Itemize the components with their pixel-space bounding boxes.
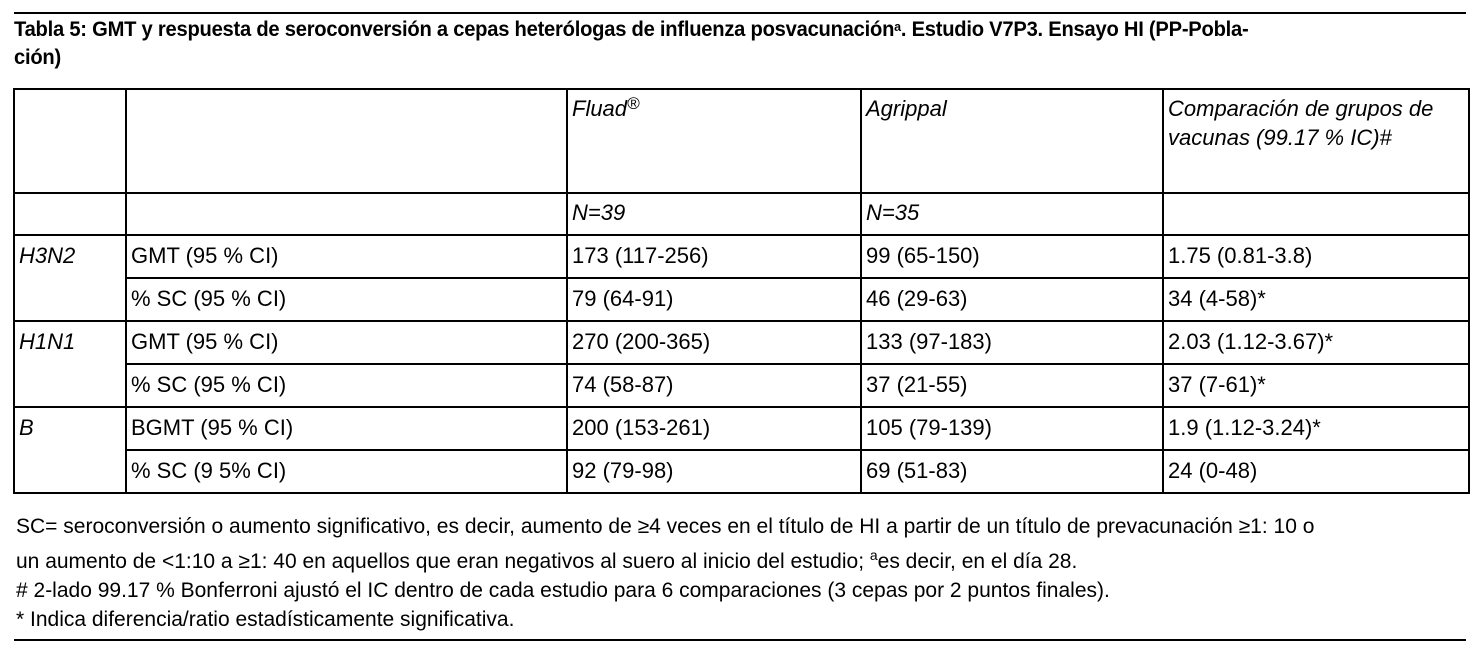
measure-cell: % SC (9 5% CI) bbox=[126, 450, 567, 493]
title-text-rest: . Estudio V7P3. Ensayo HI (PP-Pobla- bbox=[900, 18, 1249, 41]
agrippal-cell: 99 (65-150) bbox=[861, 235, 1163, 278]
strain-cell: H3N2 bbox=[14, 235, 126, 278]
measure-cell: % SC (95 % CI) bbox=[126, 364, 567, 407]
comparison-cell: 37 (7-61)* bbox=[1163, 364, 1469, 407]
agrippal-cell: 69 (51-83) bbox=[861, 450, 1163, 493]
fluad-cell: 79 (64-91) bbox=[567, 278, 861, 321]
strain-cell-continued bbox=[14, 450, 126, 493]
footnote-line: SC= seroconversión o aumento significativo, es decir, aumento de ≥4 veces en el título de HI a partir de un título de prevacunación ≥1: 10 o bbox=[16, 515, 1315, 538]
fluad-cell: 74 (58-87) bbox=[567, 364, 861, 407]
title-text: Tabla 5: GMT y respuesta de seroconversión a cepas heterólogas de influenza posvacunación bbox=[14, 18, 895, 41]
header-row bbox=[14, 89, 1469, 193]
strain-cell: B bbox=[14, 407, 126, 450]
n-row bbox=[14, 193, 1469, 235]
footnote-line: * Indica diferencia/ratio estadísticamente significativa. bbox=[16, 608, 515, 631]
footnotes bbox=[16, 512, 1466, 634]
header-fluad: Fluad® bbox=[567, 89, 861, 193]
header-cell-empty bbox=[14, 89, 126, 193]
table-row bbox=[14, 450, 1469, 493]
header-comparison: Comparación de grupos de vacunas (99.17 % IC)# bbox=[1163, 89, 1469, 193]
title-superscript: a bbox=[894, 19, 901, 34]
strain-cell-continued bbox=[14, 278, 126, 321]
comparison-cell: 1.75 (0.81-3.8) bbox=[1163, 235, 1469, 278]
table-row bbox=[14, 321, 1469, 364]
n-cell-empty bbox=[14, 193, 126, 235]
title-text-line2: ción) bbox=[14, 46, 61, 69]
n-cell-empty bbox=[1163, 193, 1469, 235]
header-agrippal: Agrippal bbox=[861, 89, 1163, 193]
comparison-cell: 34 (4-58)* bbox=[1163, 278, 1469, 321]
table-row bbox=[14, 364, 1469, 407]
agrippal-cell: 46 (29-63) bbox=[861, 278, 1163, 321]
fluad-cell: 92 (79-98) bbox=[567, 450, 861, 493]
footnote-line: un aumento de <1:10 a ≥1: 40 en aquellos que eran negativos al suero al inicio del estudio; $^a$es decir, en el día 28. bbox=[16, 547, 1078, 573]
table-row bbox=[14, 278, 1469, 321]
top-rule bbox=[14, 12, 1466, 14]
table-row bbox=[14, 407, 1469, 450]
bottom-rule bbox=[14, 639, 1466, 641]
measure-cell: GMT (95 % CI) bbox=[126, 235, 567, 278]
strain-cell-continued bbox=[14, 364, 126, 407]
measure-cell: BGMT (95 % CI) bbox=[126, 407, 567, 450]
table-title bbox=[14, 16, 1408, 72]
registered-mark: ® bbox=[627, 94, 640, 113]
agrippal-cell: 105 (79-139) bbox=[861, 407, 1163, 450]
strain-cell: H1N1 bbox=[14, 321, 126, 364]
measure-cell: % SC (95 % CI) bbox=[126, 278, 567, 321]
comparison-cell: 1.9 (1.12-3.24)* bbox=[1163, 407, 1469, 450]
fluad-cell: 173 (117-256) bbox=[567, 235, 861, 278]
footnote-superscript: a bbox=[869, 547, 878, 563]
table-row bbox=[14, 235, 1469, 278]
header-cell-empty bbox=[126, 89, 567, 193]
footnote-line: # 2-lado 99.17 % Bonferroni ajustó el IC dentro de cada estudio para 6 comparaciones (3 cepas por 2 puntos finales). bbox=[16, 579, 1110, 602]
agrippal-cell: 37 (21-55) bbox=[861, 364, 1163, 407]
comparison-cell: 24 (0-48) bbox=[1163, 450, 1469, 493]
fluad-cell: 270 (200-365) bbox=[567, 321, 861, 364]
agrippal-cell: 133 (97-183) bbox=[861, 321, 1163, 364]
measure-cell: GMT (95 % CI) bbox=[126, 321, 567, 364]
fluad-cell: 200 (153-261) bbox=[567, 407, 861, 450]
n-cell-empty bbox=[126, 193, 567, 235]
n-agrippal: N=35 bbox=[861, 193, 1163, 235]
n-fluad: N=39 bbox=[567, 193, 861, 235]
results-table bbox=[13, 88, 1470, 494]
comparison-cell: 2.03 (1.12-3.67)* bbox=[1163, 321, 1469, 364]
